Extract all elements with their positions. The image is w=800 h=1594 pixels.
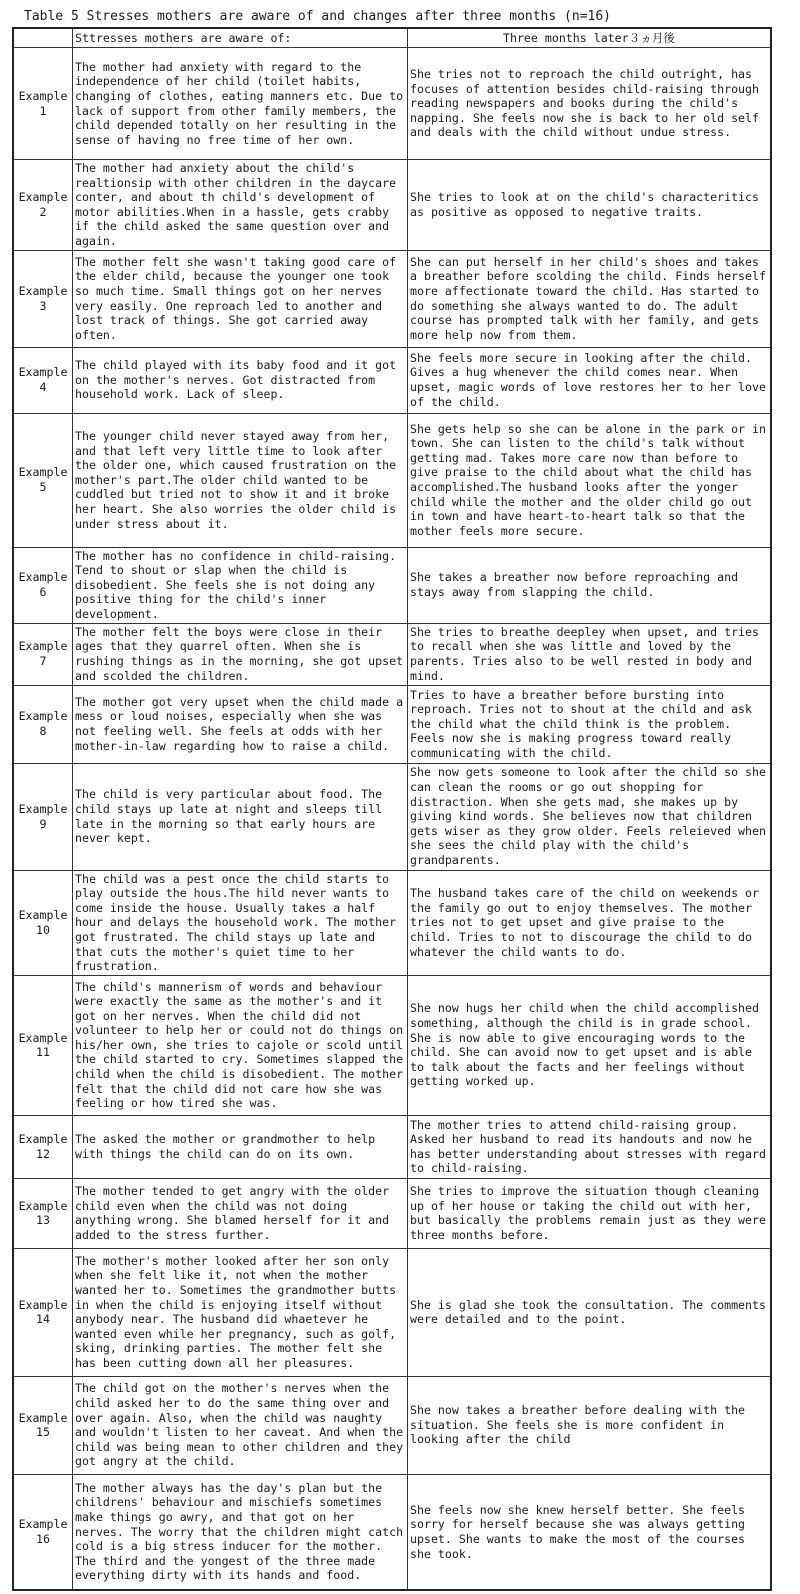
example-label: Example 1 <box>13 48 73 160</box>
change-cell: She now takes a breather before dealing with the situation. She feels she is more confident in looking after the child <box>408 1376 772 1474</box>
stress-cell: The child got on the mother's nerves when the child asked her to do the same thing over and over again. Also, when the child was naughty and wouldn't listen to her caveat. And when the child was being mean to other children and they got angry at the child. <box>73 1376 408 1474</box>
change-cell: She tries to look at on the child's characteritics as positive as opposed to negative traits. <box>408 160 772 251</box>
stress-cell: The child is very particular about food. The child stays up late at night and sleeps till late in the morning so that early hours are never kept. <box>73 763 408 870</box>
stress-cell: The mother tended to get angry with the older child even when the child was not doing anything wrong. She blamed herself for it and added to the stress further. <box>73 1178 408 1248</box>
table-row <box>13 160 771 251</box>
change-cell: She now hugs her child when the child accomplished something, although the child is in grade school. She is now able to give encouraging words to the child. She can avoid now to get upset and is able to talk about the facts and her feelings without getting worked up. <box>408 975 772 1115</box>
example-label: Example 16 <box>13 1474 73 1590</box>
table-row <box>13 347 771 413</box>
stress-cell: The mother got very upset when the child made a mess or loud noises, especially when she was not feeling well. She feels at odds with her mother-in-law regarding how to raise a child. <box>73 685 408 763</box>
table-row <box>13 48 771 160</box>
change-cell: She tries to improve the situation though cleaning up of her house or taking the child out with her, but basically the problems remain just as they were three months before. <box>408 1178 772 1248</box>
stress-cell: The mother felt she wasn't taking good care of the elder child, because the younger one took so much time. Small things got on her nerves very easily. One reproach led to another and lost track of things. She got carried away often. <box>73 250 408 347</box>
stress-table <box>12 27 772 1591</box>
change-cell: She tries not to reproach the child outright, has focuses of attention besides child-raising through reading newspapers and books during the child's napping. She feels now she is back to her old self and deals with the child without undue stress. <box>408 48 772 160</box>
stress-cell: The mother's mother looked after her son only when she felt like it, not when the mother wanted her to. Sometimes the grandmother butts in when the child is enjoying itself without anybody near. The husband did whaetever he wanted even while her pregnancy, such as golf, sking, drinking parties. The mother felt she has been cutting down all her pleasures. <box>73 1248 408 1376</box>
change-cell: She is glad she took the consultation. The comments were detailed and to the point. <box>408 1248 772 1376</box>
table-row <box>13 250 771 347</box>
stress-cell: The mother felt the boys were close in their ages that they quarrel often. When she is rushing things as in the morning, she got upset and scolded the children. <box>73 623 408 685</box>
change-cell: She gets help so she can be alone in the park or in town. She can listen to the child's talk without getting mad. Takes more care now than before to give praise to the child about what the child has accomplished.The husband looks after the yonger child while the mother and the older child go out in town and have heart-to-heart talk so that the mother feels more secure. <box>408 413 772 547</box>
stress-cell: The child's mannerism of words and behaviour were exactly the same as the mother's and it got on her nerves. When the child did not volunteer to help her or could not do things on his/her own, she tries to cajole or scold until the child started to cry. Sometimes slapped the child when the child is disobedient. The mother felt that the child did not care how she was feeling or how tired she was. <box>73 975 408 1115</box>
change-cell: She can put herself in her child's shoes and takes a breather before scolding the child. Finds herself more affectionate toward the child. Has started to do something she always wanted to do. The adult course has prompted talk with her family, and gets more help now from them. <box>408 250 772 347</box>
table-row <box>13 975 771 1115</box>
example-label: Example 4 <box>13 347 73 413</box>
example-label: Example 12 <box>13 1115 73 1178</box>
example-label: Example 7 <box>13 623 73 685</box>
change-cell: She now gets someone to look after the child so she can clean the rooms or go out shopping for distraction. When she gets mad, she makes up by giving kind words. She believes now that children gets wiser as they grow older. Feels releieved when she sees the child play with the child's grandparents. <box>408 763 772 870</box>
change-cell: Tries to have a breather before bursting into reproach. Tries not to shout at the child and ask the child what the child think is the problem. Feels now she is making progress toward really communicating with the child. <box>408 685 772 763</box>
table-row <box>13 1115 771 1178</box>
stress-cell: The mother always has the day's plan but the childrens' behaviour and mischiefs sometimes make things go awry, and that got on her nerves. The worry that the children might catch cold is a big stress inducer for the mother. The third and the yongest of the three made everything dirty with its hands and food. <box>73 1474 408 1590</box>
change-cell: She takes a breather now before reproaching and stays away from slapping the child. <box>408 547 772 623</box>
header-label-cell <box>13 28 73 48</box>
table-row <box>13 547 771 623</box>
change-cell: She feels now she knew herself better. She feels sorry for herself because she was always getting upset. She wants to make the most of the courses she took. <box>408 1474 772 1590</box>
header-later: Three months later３ヵ月後 <box>408 28 772 48</box>
example-label: Example 5 <box>13 413 73 547</box>
example-label: Example 8 <box>13 685 73 763</box>
stress-cell: The mother had anxiety with regard to the independence of her child (toilet habits, changing of clothes, eating manners etc. Due to lack of support from other family members, the child depended totally on her resulting in the sense of having no free time of her own. <box>73 48 408 160</box>
table-row <box>13 1178 771 1248</box>
table-row <box>13 1376 771 1474</box>
table-row <box>13 1248 771 1376</box>
stress-cell: The mother has no confidence in child-raising. Tend to shout or slap when the child is disobedient. She feels she is not doing any positive thing for the child's inner development. <box>73 547 408 623</box>
change-cell: She tries to breathe deepley when upset, and tries to recall when she was little and loved by the parents. Tries also to be well rested in body and mind. <box>408 623 772 685</box>
example-label: Example 11 <box>13 975 73 1115</box>
example-label: Example 6 <box>13 547 73 623</box>
example-label: Example 15 <box>13 1376 73 1474</box>
table-row <box>13 1474 771 1590</box>
table-row <box>13 685 771 763</box>
stress-cell: The younger child never stayed away from her, and that left very little time to look after the older one, which caused frustration on the mother's part.The older child wanted to be cuddled but tried not to show it and it broke her heart. She also worries the older child is under stress about it. <box>73 413 408 547</box>
example-label: Example 3 <box>13 250 73 347</box>
table-row <box>13 413 771 547</box>
table-row <box>13 870 771 975</box>
example-label: Example 9 <box>13 763 73 870</box>
change-cell: She feels more secure in looking after the child. Gives a hug whenever the child comes near. When upset, magic words of love restores her to her love of the child. <box>408 347 772 413</box>
table-row <box>13 623 771 685</box>
example-label: Example 13 <box>13 1178 73 1248</box>
header-aware: Sttresses mothers are aware of: <box>73 28 408 48</box>
table-caption: Table 5 Stresses mothers are aware of and changes after three months (n=16) <box>24 9 611 24</box>
stress-cell: The asked the mother or grandmother to help with things the child can do on its own. <box>73 1115 408 1178</box>
change-cell: The mother tries to attend child-raising group. Asked her husband to read its handouts and now he has better understanding about stresses with regard to child-raising. <box>408 1115 772 1178</box>
header-row <box>13 28 771 48</box>
change-cell: The husband takes care of the child on weekends or the family go out to enjoy themselves. The mother tries not to get upset and give praise to the child. Tries to not to discourage the child to do whatever the child wants to do. <box>408 870 772 975</box>
table-row <box>13 763 771 870</box>
example-label: Example 10 <box>13 870 73 975</box>
stress-cell: The mother had anxiety about the child's realtionsip with other children in the daycare conter, and about th child's development of motor abilities.When in a hassle, gets crabby if the child asked the same question over and again. <box>73 160 408 251</box>
stress-cell: The child played with its baby food and it got on the mother's nerves. Got distracted from household work. Lack of sleep. <box>73 347 408 413</box>
example-label: Example 2 <box>13 160 73 251</box>
example-label: Example 14 <box>13 1248 73 1376</box>
stress-cell: The child was a pest once the child starts to play outside the hous.The hild never wants to come inside the house. Usually takes a half hour and delays the household work. The mother got frustrated. The child stays up late and that cuts the mother's quiet time to her frustration. <box>73 870 408 975</box>
